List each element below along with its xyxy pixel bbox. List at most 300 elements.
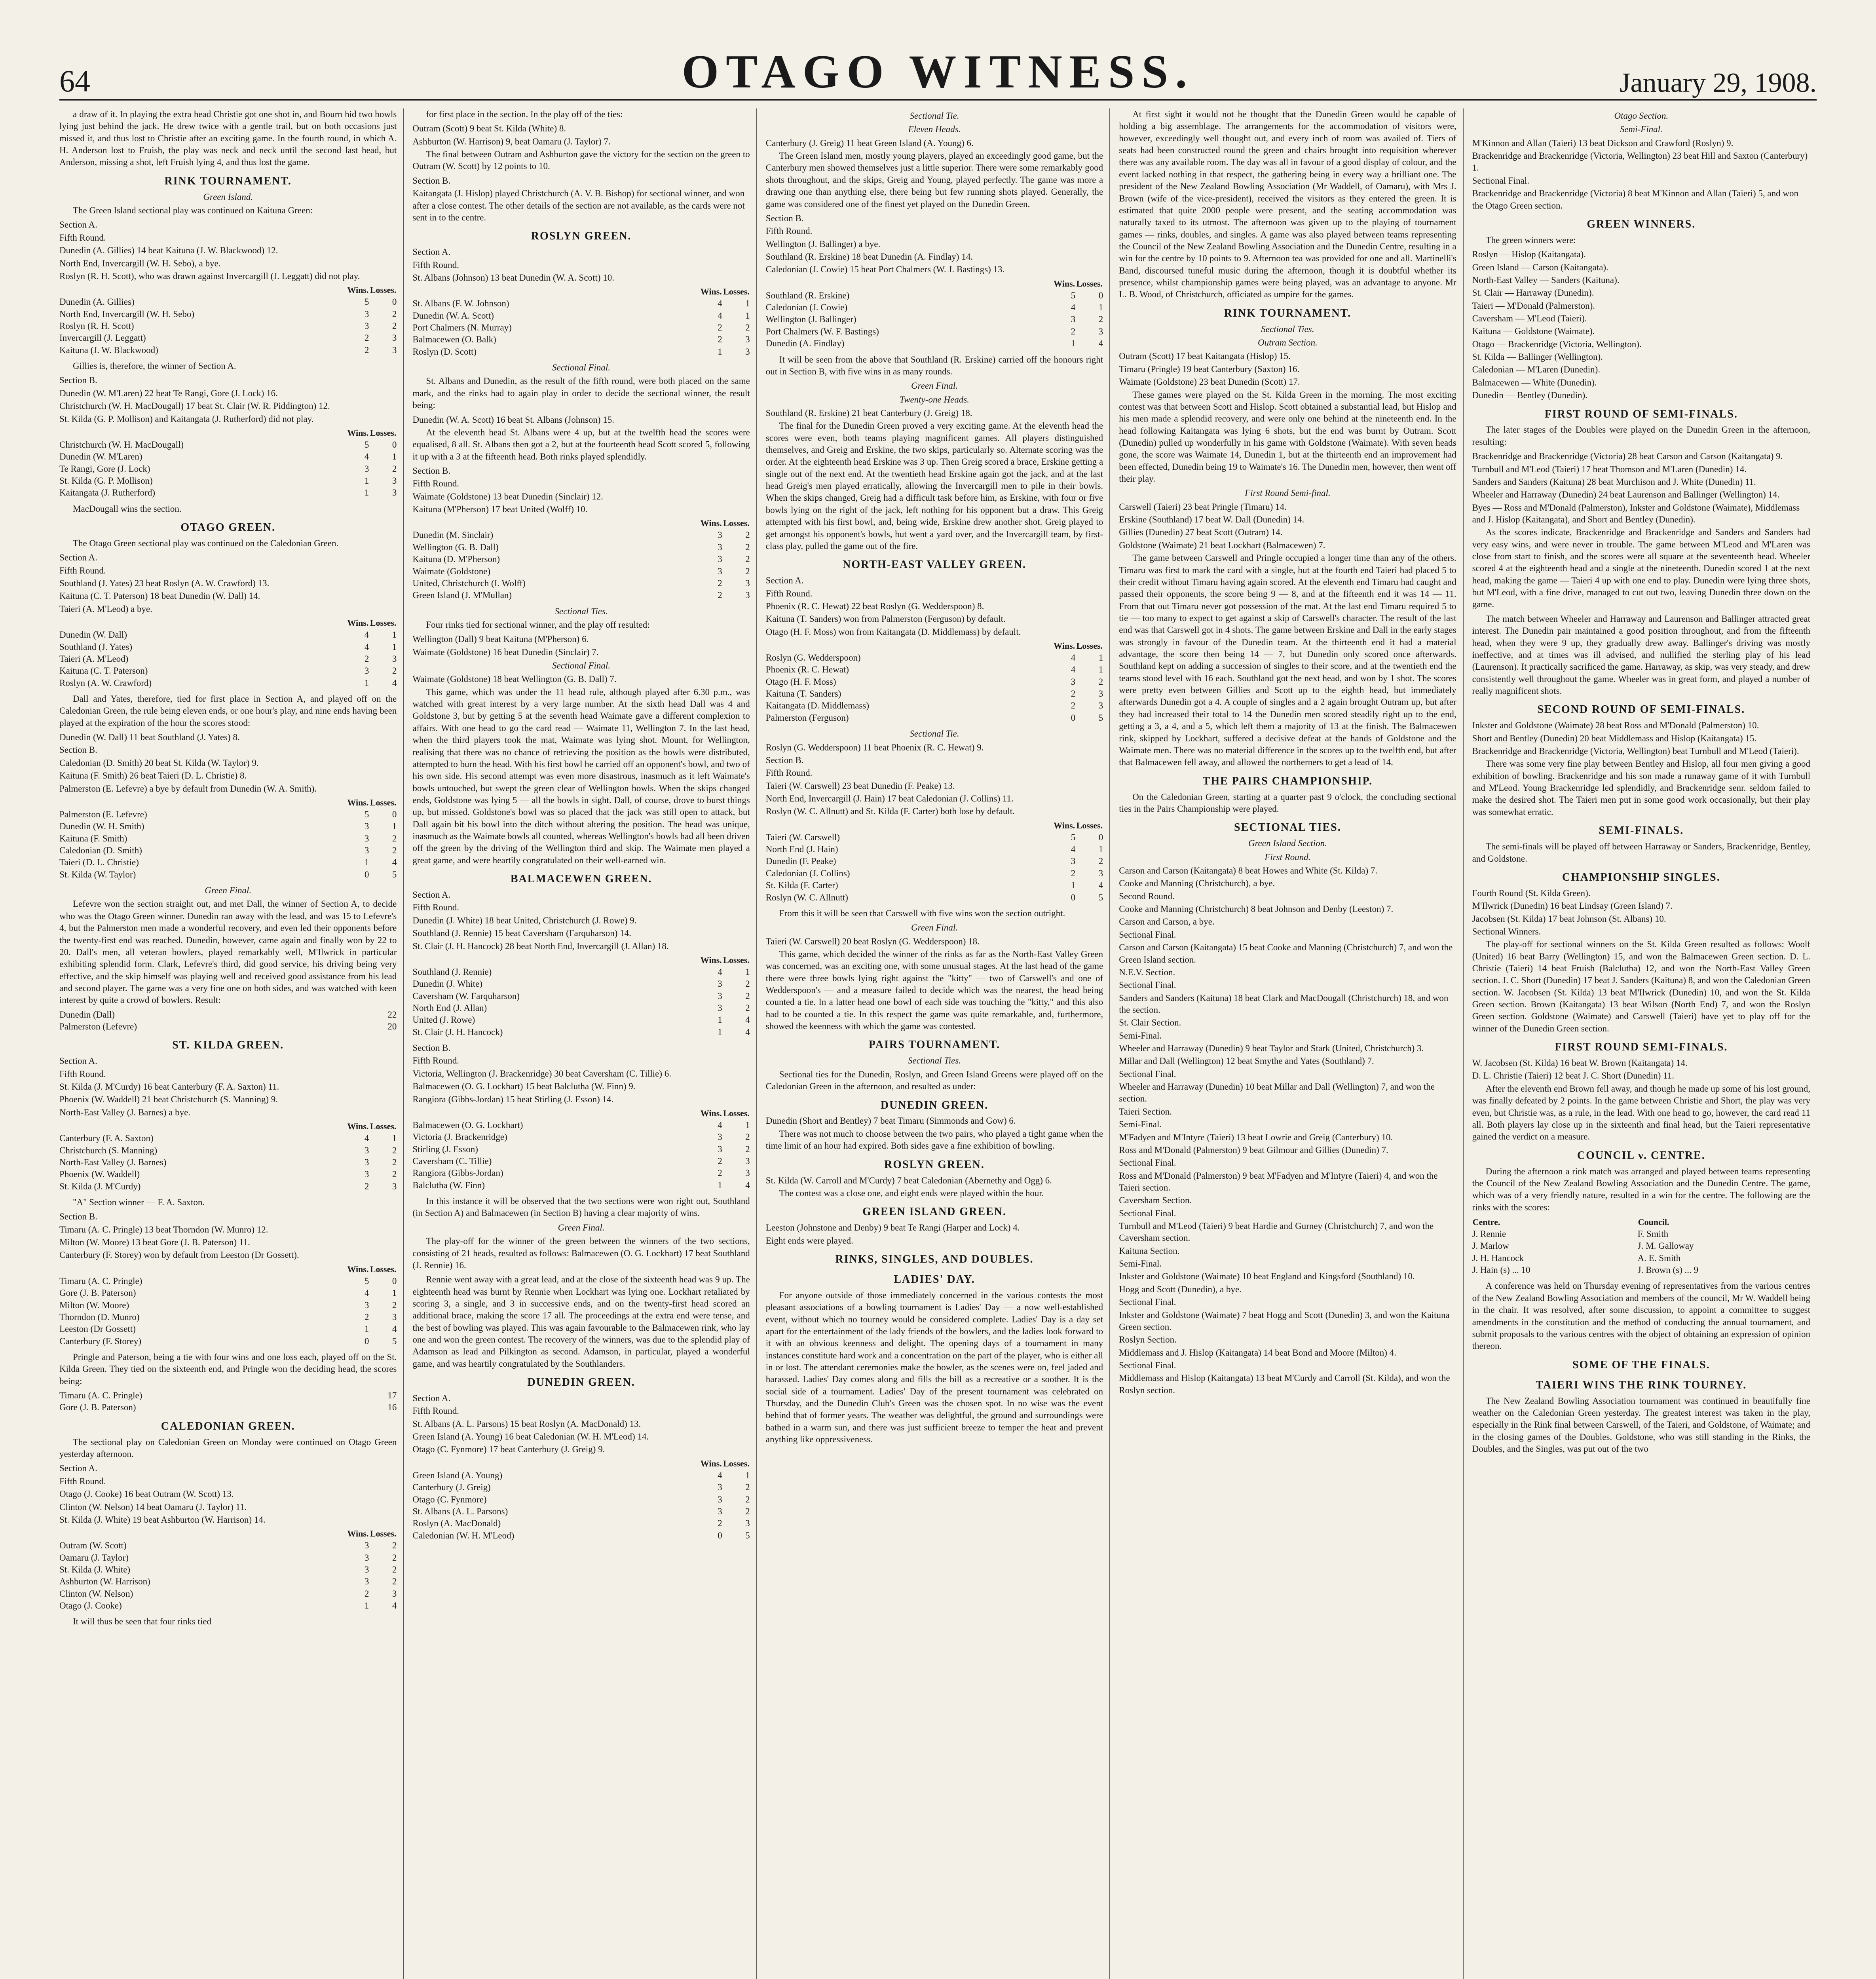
result-line: Wheeler and Harraway (Dunedin) 9 beat Taylor and Stark (United, Christchurch) 3. <box>1119 1043 1424 1054</box>
paper-title: OTAGO WITNESS. <box>682 45 1194 98</box>
team-cell: Caledonian (D. Smith) <box>59 845 142 855</box>
result-line: Otago (J. Cooke) 16 beat Outram (W. Scott) 13. <box>59 1489 234 1499</box>
value-cell: 1 <box>364 488 369 498</box>
subheading: Semi-Final. <box>1620 124 1663 135</box>
result-line: Otago (H. F. Moss) won from Kaitangata (D. Middlemass) by default. <box>765 627 1021 637</box>
paragraph: Sectional ties for the Dunedin, Roslyn, and Green Island Greens were played off on the Caledonian Green in the afternoon, and resulted as under: <box>765 1069 1103 1092</box>
result-line: Dunedin (Short and Bentley) 7 beat Timaru (Simmonds and Gow) 6. <box>765 1116 1016 1126</box>
result-line: Goldstone (Waimate) 21 beat Lockhart (Balmacewen) 7. <box>1119 540 1325 550</box>
table-row <box>412 322 750 334</box>
value-cell: 2 <box>392 309 397 319</box>
losses-head: Losses. <box>1076 820 1103 830</box>
team-head <box>59 617 341 629</box>
team-cell: Port Chalmers (N. Murray) <box>412 323 512 333</box>
table-row <box>59 344 397 356</box>
team-cell: Kaituna (C. T. Paterson) <box>59 666 148 676</box>
result-line: Kaituna — Goldstone (Waimate). <box>1472 326 1595 336</box>
value-cell: 0 <box>364 1336 369 1346</box>
value-cell: 1 <box>364 678 369 688</box>
table-row <box>412 1119 750 1131</box>
value-cell: 3 <box>718 1132 722 1142</box>
table-row <box>59 629 397 641</box>
result-line: Palmerston (E. Lefevre) a bye by default from Dunedin (W. A. Smith). <box>59 783 317 794</box>
paragraph: As the scores indicate, Brackenridge and Brackenridge and Sanders and Sanders had very easy wins, and were never in trouble. The game between M'Leod and M'Laren was close from start to finish, and the scores were all square at the seventeenth head. Wheeler scored 4 at the eighteenth head and a single at the nineteenth. Dunedin scored 1 at the next head, making the game — Taieri 4 up with one end to play. Dunedin were lying three shots, but M'Leod, with a fine drive, managed to cut out two, leaving Dunedin three down on the game. <box>1472 527 1810 610</box>
result-line: Brackenridge and Brackenridge (Victoria, Wellington) beat Turnbull and M'Leod (Taieri). <box>1472 746 1799 756</box>
value-cell: 0 <box>392 1276 397 1286</box>
value-cell: 1 <box>1098 302 1103 313</box>
team-cell: Southland (J. Rennie) <box>412 967 492 977</box>
section-heading: ROSLYN GREEN. <box>531 230 632 243</box>
column-4 <box>1119 108 1463 1979</box>
value-cell: 4 <box>1098 880 1103 891</box>
section-heading: CALEDONIAN GREEN. <box>161 1420 295 1432</box>
result-line: M'Kinnon and Allan (Taieri) 13 beat Dickson and Crawford (Roslyn) 9. <box>1472 138 1734 148</box>
section-heading: DUNEDIN GREEN. <box>880 1099 989 1111</box>
table-row <box>766 326 1103 338</box>
value-cell: 4 <box>392 857 397 868</box>
paragraph: On the Caledonian Green, starting at a quarter past 9 o'clock, the concluding sectional ties in the Pairs Championship were played. <box>1119 792 1456 814</box>
result-line: Caledonian — M'Laren (Dunedin). <box>1472 365 1601 375</box>
result-line: Canterbury (F. Storey) won by default from Leeston (Dr Gossett). <box>59 1250 299 1260</box>
result-line: Fifth Round. <box>412 902 459 913</box>
result-line: North End, Invercargill (W. H. Sebo), a bye. <box>59 258 221 268</box>
wins-head: Wins. <box>347 1121 369 1132</box>
result-line: Timaru (Pringle) 19 beat Canterbury (Saxton) 16. <box>1119 364 1300 374</box>
paragraph: From this it will be seen that Carswell with five wins won the section outright. <box>779 908 1065 918</box>
value-cell: 1 <box>392 630 397 640</box>
team-cell: Gore (J. B. Paterson) <box>59 1288 136 1298</box>
result-line: Fifth Round. <box>412 260 459 270</box>
value-cell: 2 <box>392 1157 397 1167</box>
value-cell: 3 <box>718 1144 722 1154</box>
value-cell: 2 <box>392 1169 397 1179</box>
value-cell: 4 <box>718 967 722 977</box>
value-cell: 2 <box>1071 689 1076 699</box>
value-cell: 3 <box>392 333 397 343</box>
result-line: Fifth Round. <box>59 1069 106 1079</box>
value-cell: 3 <box>392 476 397 486</box>
team-head <box>412 285 694 298</box>
value-cell: 2 <box>745 554 750 564</box>
table-row <box>412 1530 750 1542</box>
value-cell: 5 <box>392 869 397 879</box>
table-row <box>412 978 750 990</box>
value-cell: 1 <box>392 1288 397 1298</box>
losses-head: Losses. <box>370 1121 397 1132</box>
result-line: N.E.V. Section. <box>1119 967 1175 977</box>
table-row <box>412 990 750 1002</box>
value-cell: 2 <box>392 845 397 855</box>
value-cell: 2 <box>364 1588 369 1599</box>
losses-head: Losses. <box>723 955 750 965</box>
value-cell: 5 <box>364 297 369 307</box>
result-line: Fifth Round. <box>765 588 813 598</box>
wins-head: Wins. <box>347 285 369 295</box>
table-row <box>59 463 397 475</box>
table-row <box>59 1287 397 1299</box>
team-cell: Waimate (Goldstone) <box>412 566 491 576</box>
value-cell: 3 <box>718 1482 722 1493</box>
aggregates-table <box>59 284 397 356</box>
result-line: Cooke and Manning (Christchurch), a bye. <box>1119 878 1275 889</box>
team-head <box>59 1527 341 1540</box>
table-row <box>59 296 397 308</box>
result-line: Kaituna Section. <box>1119 1246 1180 1256</box>
table-row <box>412 1002 750 1014</box>
result-line: Dunedin (A. Gillies) 14 beat Kaituna (J. W. Blackwood) 12. <box>59 245 278 256</box>
team-cell: Phoenix (R. C. Hewat) <box>765 665 849 675</box>
table-row <box>766 868 1103 879</box>
value-cell: 3 <box>718 1003 722 1013</box>
team-cell: Roslyn (A. W. Crawford) <box>59 678 152 688</box>
team-cell: Roslyn (G. Wedderspoon) <box>765 653 861 663</box>
subheading: Green Final. <box>205 885 252 896</box>
aggregates-table <box>59 617 397 689</box>
team-cell: Caledonian (J. Collins) <box>765 868 850 878</box>
value-cell: 2 <box>745 530 750 540</box>
subheading: Green Island Section. <box>1248 838 1327 849</box>
value-cell: 1 <box>392 642 397 652</box>
team-cell: Dunedin (F. Peake) <box>765 856 836 866</box>
team-cell: St. Albans (F. W. Johnson) <box>412 298 509 309</box>
value-cell: 2 <box>745 542 750 552</box>
result-line: St. Kilda (J. White) 19 beat Ashburton (W. Harrison) 14. <box>59 1514 266 1525</box>
result-table <box>59 1009 397 1033</box>
value-cell: 3 <box>718 1494 722 1504</box>
value-cell: 0 <box>364 869 369 879</box>
result-line: Turnbull and M'Leod (Taieri) 9 beat Hardie and Gurney (Christchurch) 7, and won the Caversham section. <box>1119 1221 1434 1243</box>
result-line: Hogg and Scott (Dunedin), a bye. <box>1119 1284 1242 1294</box>
value-cell: 2 <box>392 1145 397 1155</box>
team-cell: Caversham (C. Tillie) <box>412 1156 492 1166</box>
aggregates-table <box>766 640 1103 724</box>
table-row <box>59 1600 397 1612</box>
value-cell: 1 <box>364 1324 369 1334</box>
result-line: Byes — Ross and M'Donald (Palmerston), Inkster and Goldstone (Waimate), Middlemass and J. Hislop (Kaitangata), and Short and Bentley (Dunedin). <box>1472 502 1800 524</box>
result-line: Brackenridge and Brackenridge (Victoria) 8 beat M'Kinnon and Allan (Taieri) 5, and won the Otago Green section. <box>1472 188 1798 211</box>
player-cell: J. Rennie <box>1472 1229 1506 1239</box>
value-cell: 1 <box>1098 665 1103 675</box>
result-line: Inkster and Goldstone (Waimate) 10 beat England and Kingsford (Southland) 10. <box>1119 1271 1415 1282</box>
team-cell: Dunedin (Dall) <box>59 1009 115 1020</box>
subheading: Green Final. <box>558 1222 605 1233</box>
table-row <box>59 1564 397 1576</box>
result-line: Wellington (J. Ballinger) a bye. <box>765 239 881 249</box>
value-cell: 1 <box>745 967 750 977</box>
result-line: Section A. <box>59 1056 97 1066</box>
table-row <box>412 334 750 346</box>
value-cell: 5 <box>364 1276 369 1286</box>
table-row <box>766 676 1103 688</box>
paragraph: St. Albans and Dunedin, as the result of the fifth round, were both placed on the same mark, and the rinks had to again play in order to decide the sectional winner, the result being: <box>412 376 750 410</box>
table-row <box>59 487 397 499</box>
team-cell: Green Island (J. M'Mullan) <box>412 590 512 600</box>
value-cell: 3 <box>718 991 722 1001</box>
column-5 <box>1472 108 1817 1979</box>
team-cell: Palmerston (Ferguson) <box>765 712 849 723</box>
result-line: Fourth Round (St. Kilda Green). <box>1472 888 1591 898</box>
result-line: Timaru (A. C. Pringle) 13 beat Thorndon (W. Munro) 12. <box>59 1224 268 1235</box>
team-cell: St. Clair (J. H. Hancock) <box>412 1027 503 1037</box>
value-cell: 4 <box>745 1027 750 1037</box>
section-heading: TAIERI WINS THE RINK TOURNEY. <box>1536 1379 1747 1391</box>
result-line: Ross and M'Donald (Palmerston) 9 beat Gilmour and Gillies (Dunedin) 7. <box>1119 1145 1388 1155</box>
paragraph: The green winners were: <box>1485 235 1576 245</box>
table-row <box>1472 1240 1810 1252</box>
table-row <box>412 553 750 565</box>
value-cell: 1 <box>745 1120 750 1130</box>
value-cell: 3 <box>718 530 722 540</box>
value-cell: 3 <box>745 1518 750 1529</box>
table-row <box>59 1402 397 1413</box>
table-row <box>1472 1264 1810 1276</box>
value-cell: 3 <box>1098 326 1103 336</box>
result-line: Dunedin (W. A. Scott) 16 beat St. Albans (Johnson) 15. <box>412 414 614 425</box>
result-line: Fifth Round. <box>59 1476 106 1486</box>
team-head <box>412 1107 694 1119</box>
table-row <box>1472 1252 1810 1264</box>
result-line: Dunedin — Bentley (Dunedin). <box>1472 390 1587 401</box>
value-cell: 3 <box>392 488 397 498</box>
player-cell: A. E. Smith <box>1637 1253 1681 1263</box>
paragraph: Lefevre won the section straight out, and met Dall, the winner of Section A, to decide who was the Otago Green winner. Dunedin ran away with the lead, and was 15 to Lefevre's 4, but the Palmerston men made a wonderful recovery, and even led their opponents before the twenty-first end was reached. Dunedin, however, came again and finally won by 22 to 20. Dall's men, all veteran bowlers, played remarkably well, M'Ilwrick in particular exhibiting splendid form. Clark, Lefevre's third, did good service, his driving being very effective, and the skip himself was playing well and received good assistance from his lead and second player. The game was a very fine one on both sides, and was watched with keen interest by quite a crowd of bowlers. Result: <box>59 899 397 1005</box>
result-line: Section A. <box>59 1463 97 1474</box>
value-cell: 2 <box>718 334 722 345</box>
team-cell: Canterbury (J. Greig) <box>412 1482 491 1493</box>
result-line: Sanders and Sanders (Kaituna) 18 beat Clark and MacDougall (Christchurch) 18, and won the section. <box>1119 993 1449 1015</box>
result-line: Section B. <box>59 1212 97 1222</box>
result-line: Fifth Round. <box>765 768 813 778</box>
value-cell: 2 <box>745 979 750 989</box>
table-row <box>59 833 397 845</box>
table-row <box>766 338 1103 349</box>
value-cell: 4 <box>718 298 722 309</box>
value-cell: 2 <box>392 1540 397 1551</box>
table-row <box>59 1181 397 1193</box>
result-line: Carson and Carson (Kaitangata) 15 beat Cooke and Manning (Christchurch) 7, and won the Green Island section. <box>1119 942 1453 965</box>
result-line: Phoenix (R. C. Hewat) 22 beat Roslyn (G. Wedderspoon) 8. <box>765 601 984 611</box>
team-cell: Caledonian (J. Cowie) <box>765 302 848 313</box>
value-cell: 3 <box>392 345 397 355</box>
table-row <box>766 652 1103 664</box>
result-line: W. Jacobsen (St. Kilda) 16 beat W. Brown (Kaitangata) 14. <box>1472 1058 1688 1068</box>
result-line: Sectional Final. <box>1119 1069 1176 1079</box>
table-row <box>59 1588 397 1600</box>
aggregates-table <box>59 427 397 499</box>
value-cell: 2 <box>718 578 722 588</box>
result-line: Taieri (W. Carswell) 23 beat Dunedin (F. Peake) 13. <box>765 781 955 791</box>
team-cell: Roslyn (A. MacDonald) <box>412 1518 501 1529</box>
table-row <box>412 1167 750 1179</box>
result-line: Cooke and Manning (Christchurch) 8 beat Johnson and Denby (Leeston) 7. <box>1119 904 1394 914</box>
subheading: Green Final. <box>911 923 958 933</box>
value-cell: 3 <box>364 463 369 474</box>
result-line: Carson and Carson (Kaitangata) 8 beat Howes and White (St. Kilda) 7. <box>1119 865 1378 876</box>
subheading: Sectional Tie. <box>910 729 959 739</box>
result-line: Ashburton (W. Harrison) 9, beat Oamaru (J. Taylor) 7. <box>412 136 611 146</box>
value-cell: 2 <box>392 1576 397 1587</box>
result-line: Section B. <box>412 175 451 186</box>
value-cell: 3 <box>718 554 722 564</box>
table-row <box>59 1552 397 1564</box>
losses-head: Losses. <box>1076 641 1103 651</box>
result-line: Taieri Section. <box>1119 1106 1172 1117</box>
value-cell: 3 <box>718 566 722 576</box>
team-cell: St. Kilda (J. M'Curdy) <box>59 1181 141 1191</box>
value-cell: 2 <box>1098 856 1103 866</box>
table-row <box>412 966 750 978</box>
team-head <box>59 427 341 439</box>
subheading: First Round. <box>1265 852 1311 862</box>
team-cell: Palmerston (Lefevre) <box>59 1022 137 1032</box>
table-row <box>412 529 750 541</box>
paragraph: "A" Section winner — F. A. Saxton. <box>73 1197 205 1207</box>
team-cell: Victoria (J. Brackenridge) <box>412 1132 507 1142</box>
value-cell: 4 <box>364 630 369 640</box>
team-cell: Stirling (J. Esson) <box>412 1144 478 1154</box>
result-line: Wheeler and Harraway (Dunedin) 24 beat Laurenson and Ballinger (Wellington) 14. <box>1472 490 1780 500</box>
table-row <box>59 677 397 689</box>
result-line: Short and Bentley (Dunedin) 20 beat Middlemass and Hislop (Kaitangata) 15. <box>1472 733 1757 743</box>
issue-date: January 29, 1908. <box>1620 68 1817 98</box>
result-line: Section A. <box>59 220 97 230</box>
value-cell: 3 <box>364 1169 369 1179</box>
table-row <box>412 577 750 589</box>
paragraph: At the eleventh head St. Albans were 4 up, but at the twelfth head the scores were equalised, 8 all. St. Albans then got a 2, but at the fourteenth head Scott scored 5, following it up with a 3 at the fifteenth head. Both rinks played splendidly. <box>412 427 750 462</box>
player-cell: J. H. Hancock <box>1472 1253 1524 1263</box>
result-line: Canterbury (J. Greig) 11 beat Green Island (A. Young) 6. <box>765 138 974 148</box>
result-line: Fifth Round. <box>412 1406 459 1416</box>
result-line: North-East Valley — Sanders (Kaituna). <box>1472 275 1620 285</box>
subheading: Sectional Tie. <box>910 111 959 121</box>
value-cell: 3 <box>745 578 750 588</box>
result-line: Otago — Brackenridge (Victoria, Wellington). <box>1472 339 1642 349</box>
section-heading: SEMI-FINALS. <box>1599 824 1684 837</box>
team-head <box>59 284 341 296</box>
value-cell: 4 <box>364 1288 369 1298</box>
team-head <box>59 796 341 809</box>
page-number: 64 <box>59 64 90 98</box>
section-heading: SOME OF THE FINALS. <box>1572 1358 1710 1371</box>
value-cell: 2 <box>745 1144 750 1154</box>
value-cell: 1 <box>1098 653 1103 663</box>
team-cell: St. Kilda (W. Taylor) <box>59 869 136 879</box>
subheading: Outram Section. <box>1258 338 1318 348</box>
result-line: St. Kilda — Ballinger (Wellington). <box>1472 352 1603 362</box>
result-line: Sectional Final. <box>1119 980 1176 990</box>
paragraph: For anyone outside of those immediately concerned in the various contests the most pleasant associations of a bowling tournament is Ladies' Day — a now well-established event, without which no tourney would be considered complete. Ladies' Day is a day set apart for the entertainment of the lady friends of the bowlers, and the ladies look forward to it with an obvious keenness and delight. The opening days of a tournament in many instances constitute hard work and a concentration on the part of the player, who is either all in or lost. The attendant ceremonies make the bowler, as the scenes were on, feel jaded and harassed. Ladies' Day comes along and fills the bill as a recreative or a soother. It is the social side of a tournament. Ladies' Day of the present tournament was celebrated on Thursday, and the Dunedin Club's Green was the chosen spot. In no wise was the event behind that of former years. The weather was delightful, the ground and surroundings were bathed in a warm sun, and there was just sufficient breeze to temper the heat and prevent anything like oppressiveness. <box>765 1290 1103 1445</box>
team-cell: Taieri (A. M'Leod) <box>59 653 129 664</box>
team-cell: Wellington (G. B. Dall) <box>412 542 499 552</box>
team-cell: Otago (J. Cooke) <box>59 1601 122 1611</box>
value-cell: 4 <box>718 1120 722 1130</box>
paragraph: MacDougall wins the section. <box>73 503 182 514</box>
value-cell: 1 <box>745 310 750 321</box>
value-cell: 3 <box>392 1588 397 1599</box>
value-cell: 3 <box>364 1300 369 1310</box>
table-row <box>412 541 750 553</box>
table-row <box>412 1143 750 1155</box>
value-cell: 1 <box>392 1133 397 1143</box>
value-cell: 3 <box>364 845 369 855</box>
result-line: Section B. <box>412 1043 451 1053</box>
aggregates-table <box>766 819 1103 904</box>
team-cell: Southland (R. Erskine) <box>765 290 850 300</box>
value-cell: 3 <box>364 821 369 832</box>
value-cell: 4 <box>718 310 722 321</box>
losses-head: Losses. <box>370 618 397 628</box>
losses-head: Losses. <box>370 1264 397 1274</box>
paragraph: Pringle and Paterson, being a tie with four wins and one loss each, played off on the St. Kilda Green. They tied on the sixteenth end, and Pringle won the deciding head, the scores being: <box>59 1352 397 1386</box>
value-cell: 3 <box>745 1168 750 1178</box>
table-row <box>766 313 1103 325</box>
team-cell: North-East Valley (J. Barnes) <box>59 1157 167 1167</box>
team-cell: Dunedin (J. White) <box>412 979 482 989</box>
value-cell: 0 <box>392 809 397 819</box>
value-cell: 4 <box>745 1180 750 1190</box>
team-cell: Wellington (J. Ballinger) <box>765 314 856 325</box>
result-line: Turnbull and M'Leod (Taieri) 17 beat Thomson and M'Laren (Dunedin) 14. <box>1472 464 1747 474</box>
result-line: Section A. <box>59 553 97 563</box>
value-cell: 2 <box>1098 676 1103 687</box>
value-cell: 3 <box>392 653 397 664</box>
section-heading: NORTH-EAST VALLEY GREEN. <box>843 558 1026 571</box>
value-cell: 1 <box>364 1601 369 1611</box>
losses-head: Losses. <box>723 287 750 297</box>
value-cell: 2 <box>1098 314 1103 325</box>
paragraph: The match between Wheeler and Harraway and Laurenson and Ballinger attracted great interest. The Dunedin pair maintained a good position throughout, and from the fifteenth head, when they were 9 up, they gradually drew away. Ballinger's driving was mostly ineffective, and at times was ill advised, and nullified the sterling play of his lead (Laurenson). It practically sacrificed the game. Harraway, as skip, was very steady, and drew consistently well throughout the game. Wheeler was in great form, and played a number of really magnificent shots. <box>1472 613 1810 696</box>
subheading: Sectional Ties. <box>1261 324 1314 334</box>
value-cell: 2 <box>745 991 750 1001</box>
paragraph: The Green Island men, mostly young players, played an exceedingly good game, but the Canterbury men showed themselves just a little superior. There were some remarkably good shots throughout, and the skips, Greig and Young, played perfectly. The game was more a drawing one than anything else, there being but few running shots played. Generally, the game was considered one of the finest yet played on the Dunedin Green. <box>765 151 1103 209</box>
value-cell: 3 <box>1071 676 1076 687</box>
paragraph: The final for the Dunedin Green proved a very exciting game. At the eleventh head the scores were even, both teams playing magnificent games. All players distinguished themselves, and Greig and Erskine, the two skips, particularly so. Alternate scoring was the order. At the eighteenth head Erskine was 3 up. Then Greig scored a brace, Erskine getting a single out of the next end. At the twentieth head Erskine again got the jack, and at the last head Greig's men played erratically, allowing the Invercargill men to pile in their bowls. When the skips changed, Greig had a difficult task before him, as Erskine, with four or five bowls lying on the right of the jack, left nothing for his opponent but a draw. This Greig attempted with his first bowl, and, being wide, Erskine drew another shot. Greig played to get amongst his opponent's bowls, but went a yard over, and the Invercargill team, by first-class play, pulled the game out of the fire. <box>765 421 1103 551</box>
paragraph: After the eleventh end Brown fell away, and though he made up some of his lost ground, was finally defeated by 2 points. In the game between Christie and Short, the play was very even, but Christie was, as a rule, in the lead. With one head to go, however, the card read 11 all. Both players lay close up in the sixteenth and final head, but the Taieri representative gained the verdict on a measure. <box>1472 1083 1810 1142</box>
team-cell: Te Rangi, Gore (J. Lock) <box>59 463 150 474</box>
table-row <box>59 1168 397 1180</box>
value-cell: 4 <box>1071 302 1076 313</box>
paragraph: At first sight it would not be thought that the Dunedin Green would be capable of holding a big assemblage. The arrangements for the accommodation of visitors were, however, exceedingly well thought out, and every inch of room was availed of. Tiers of seats had been constructed round the green and chairs brought into requisition wherever there was any available room. The day was all in favour of a good display of colour, and the event lacked nothing in that respect, the gathering being in every way a brilliant one. The president of the New Zealand Bowling Association (Mr Waddell, of Oamaru), with Mrs J. Brown (wife of the vice-president), received the visitors as they entered the green. It is estimated that quite 2000 people were present, and the seating accommodation was naturally taxed to its utmost. The afternoon was given up to the playing of tournament games — rinks, doubles, and singles. A game was also played between teams representing the Council of the New Zealand Bowling Association and the Dunedin Centre, resulting in a win for the centre by 10 points to 9. Afternoon tea was provided for one and all. Martinelli's Band, discoursed tuneful music during the afternoon, though it is doubtful whether its presence, whilst championship games were being played, was an advantage to anyone. Mr L. B. Wood, of Christchurch, officiated as umpire for the games. <box>1119 109 1456 300</box>
losses-head: Losses. <box>370 797 397 807</box>
losses-head: Losses. <box>370 285 397 295</box>
value-cell: 3 <box>745 1156 750 1166</box>
result-line: M'Fadyen and M'Intyre (Taieri) 13 beat Lowrie and Greig (Canterbury) 10. <box>1119 1132 1393 1142</box>
value-cell: 1 <box>392 452 397 462</box>
value-cell: 3 <box>1098 701 1103 711</box>
table-row <box>59 869 397 881</box>
subheading: Eleven Heads. <box>908 124 961 135</box>
table-row <box>59 1311 397 1323</box>
result-line: Southland (J. Rennie) 15 beat Caversham (Farquharson) 14. <box>412 928 631 938</box>
result-line: Caversham — M'Leod (Taieri). <box>1472 313 1587 323</box>
paragraph: a draw of it. In playing the extra head Christie got one shot in, and Bourn hid two bowls lying just behind the jack. He drew twice with a gentle trail, but on both occasions just missed it, and thus lost to Christie after an exciting game. In the fourth round, in which A. H. Anderson lost to Fruish, the play was neck and neck until the second last head, but Anderson, missing a shot, left Fruish lying 4, and thus lost the game. <box>59 109 397 167</box>
table-row <box>412 1179 750 1191</box>
value-cell: 16 <box>387 1402 397 1413</box>
team-cell: Balmacewen (O. Balk) <box>412 334 496 345</box>
aggregates-table <box>412 517 750 601</box>
subheading: Green Island. <box>203 192 253 202</box>
result-line: Kaituna (C. T. Paterson) 18 beat Dunedin (W. Dall) 14. <box>59 591 260 601</box>
value-cell: 20 <box>387 1022 397 1032</box>
table-row <box>59 439 397 451</box>
aggregates-table <box>412 285 750 358</box>
value-cell: 1 <box>364 476 369 486</box>
value-cell: 5 <box>364 809 369 819</box>
team-cell: Kaitangata (J. Rutherford) <box>59 488 156 498</box>
result-line: St. Clair (J. H. Hancock) 28 beat North End, Invercargill (J. Allan) 18. <box>412 941 669 951</box>
result-table <box>59 1390 397 1414</box>
table-row <box>59 845 397 857</box>
